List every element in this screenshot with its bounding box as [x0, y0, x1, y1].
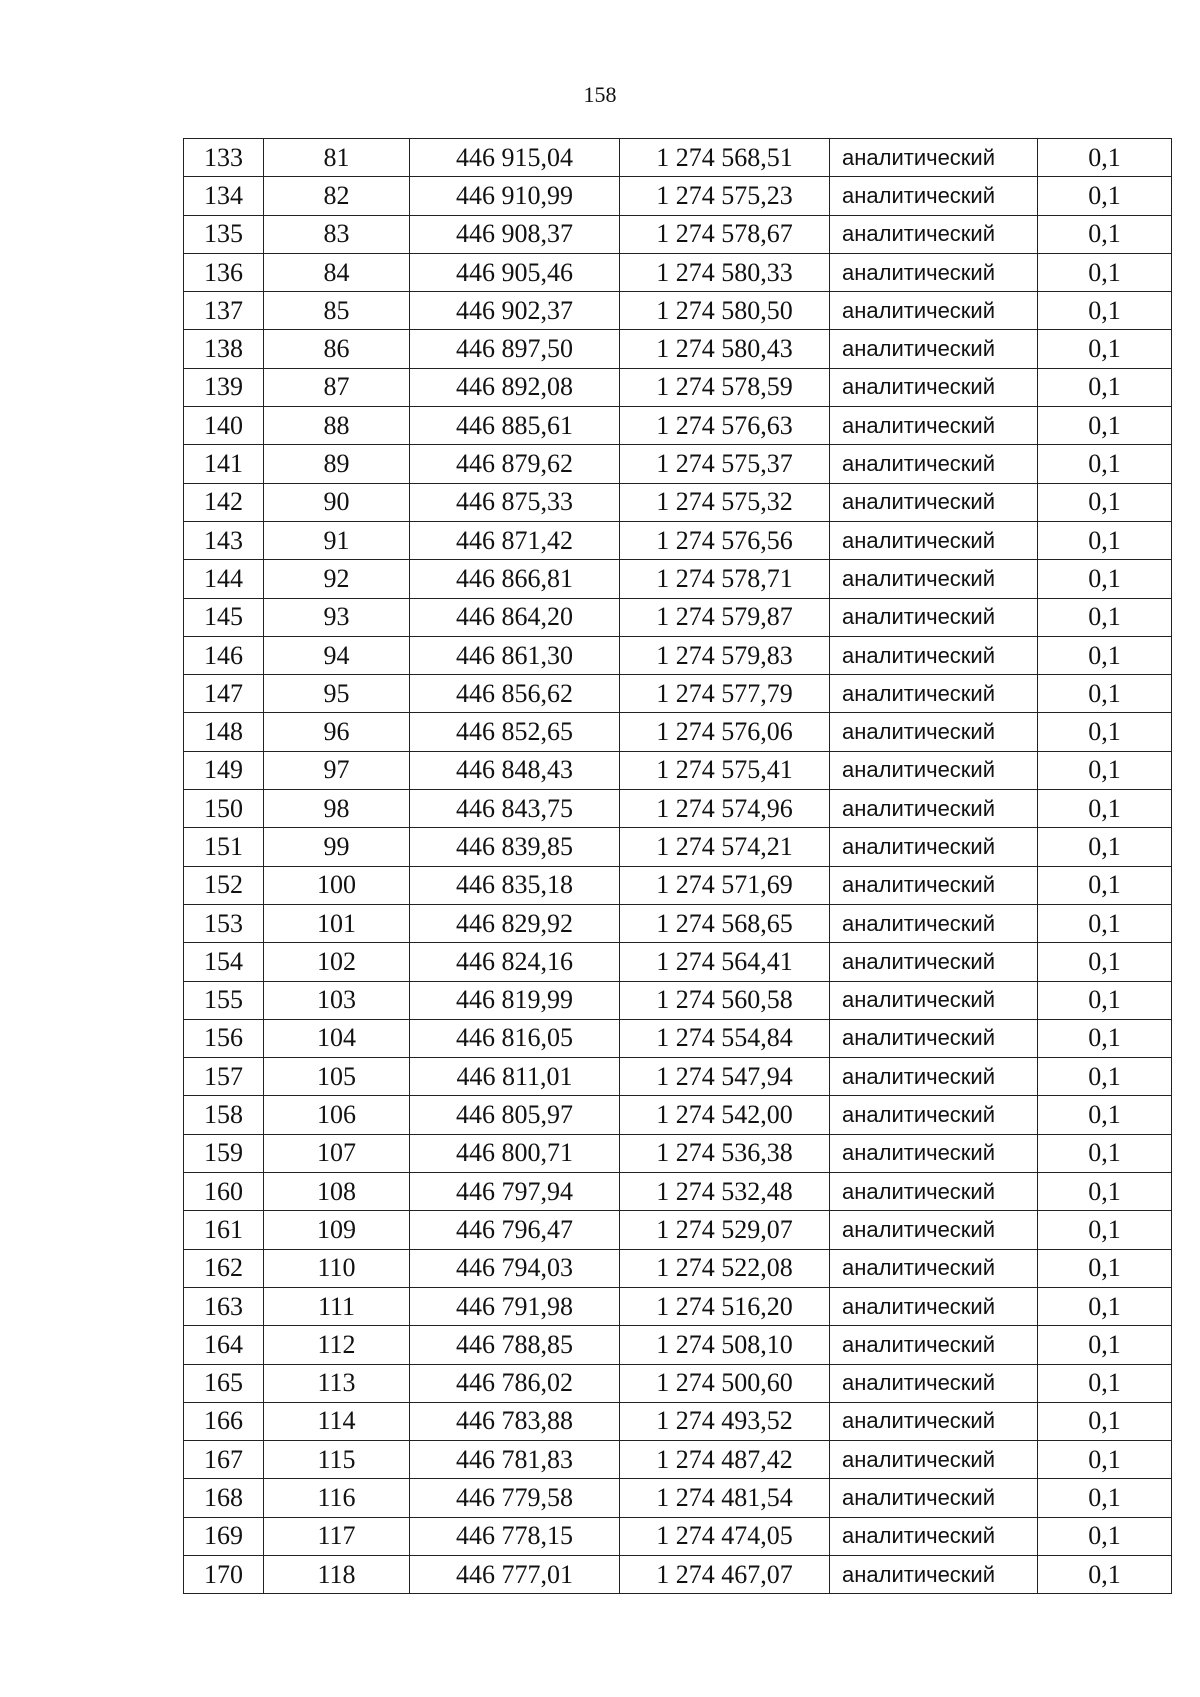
accuracy-cell: 0,1 [1038, 292, 1172, 330]
table-row [184, 790, 1172, 828]
point-number-cell: 109 [264, 1211, 410, 1249]
x-coordinate-cell: 446 866,81 [410, 560, 620, 598]
accuracy-cell: 0,1 [1038, 1517, 1172, 1555]
x-coordinate-cell: 446 811,01 [410, 1058, 620, 1096]
accuracy-cell: 0,1 [1038, 177, 1172, 215]
y-coordinate-cell: 1 274 560,58 [620, 981, 830, 1019]
x-coordinate-cell: 446 794,03 [410, 1249, 620, 1287]
row-number-cell: 136 [184, 253, 264, 291]
method-cell: аналитический [830, 1479, 1038, 1517]
point-number-cell: 97 [264, 751, 410, 789]
row-number-cell: 145 [184, 598, 264, 636]
accuracy-cell: 0,1 [1038, 713, 1172, 751]
point-number-cell: 87 [264, 368, 410, 406]
accuracy-cell: 0,1 [1038, 1096, 1172, 1134]
accuracy-cell: 0,1 [1038, 1402, 1172, 1440]
accuracy-cell: 0,1 [1038, 981, 1172, 1019]
table-row [184, 253, 1172, 291]
accuracy-cell: 0,1 [1038, 751, 1172, 789]
x-coordinate-cell: 446 905,46 [410, 253, 620, 291]
table-row [184, 483, 1172, 521]
method-cell: аналитический [830, 636, 1038, 674]
row-number-cell: 162 [184, 1249, 264, 1287]
accuracy-cell: 0,1 [1038, 483, 1172, 521]
table-row [184, 1441, 1172, 1479]
table-row [184, 407, 1172, 445]
x-coordinate-cell: 446 848,43 [410, 751, 620, 789]
x-coordinate-cell: 446 800,71 [410, 1134, 620, 1172]
point-number-cell: 99 [264, 828, 410, 866]
table-row [184, 943, 1172, 981]
table-row [184, 1517, 1172, 1555]
table-row [184, 521, 1172, 559]
x-coordinate-cell: 446 796,47 [410, 1211, 620, 1249]
table-row [184, 177, 1172, 215]
point-number-cell: 103 [264, 981, 410, 1019]
point-number-cell: 105 [264, 1058, 410, 1096]
row-number-cell: 152 [184, 866, 264, 904]
point-number-cell: 101 [264, 904, 410, 942]
x-coordinate-cell: 446 819,99 [410, 981, 620, 1019]
table-row [184, 828, 1172, 866]
point-number-cell: 81 [264, 139, 410, 177]
row-number-cell: 134 [184, 177, 264, 215]
y-coordinate-cell: 1 274 580,33 [620, 253, 830, 291]
accuracy-cell: 0,1 [1038, 943, 1172, 981]
x-coordinate-cell: 446 786,02 [410, 1364, 620, 1402]
table-row [184, 445, 1172, 483]
row-number-cell: 153 [184, 904, 264, 942]
y-coordinate-cell: 1 274 580,43 [620, 330, 830, 368]
method-cell: аналитический [830, 253, 1038, 291]
accuracy-cell: 0,1 [1038, 1134, 1172, 1172]
x-coordinate-cell: 446 824,16 [410, 943, 620, 981]
y-coordinate-cell: 1 274 522,08 [620, 1249, 830, 1287]
table-row [184, 1211, 1172, 1249]
row-number-cell: 137 [184, 292, 264, 330]
y-coordinate-cell: 1 274 579,83 [620, 636, 830, 674]
method-cell: аналитический [830, 1134, 1038, 1172]
table-row [184, 1555, 1172, 1593]
y-coordinate-cell: 1 274 532,48 [620, 1173, 830, 1211]
row-number-cell: 138 [184, 330, 264, 368]
y-coordinate-cell: 1 274 575,23 [620, 177, 830, 215]
accuracy-cell: 0,1 [1038, 790, 1172, 828]
method-cell: аналитический [830, 1326, 1038, 1364]
point-number-cell: 86 [264, 330, 410, 368]
y-coordinate-cell: 1 274 529,07 [620, 1211, 830, 1249]
coordinates-table [183, 138, 1172, 1594]
y-coordinate-cell: 1 274 578,67 [620, 215, 830, 253]
x-coordinate-cell: 446 897,50 [410, 330, 620, 368]
table-row [184, 1326, 1172, 1364]
y-coordinate-cell: 1 274 554,84 [620, 1019, 830, 1057]
method-cell: аналитический [830, 1058, 1038, 1096]
accuracy-cell: 0,1 [1038, 253, 1172, 291]
point-number-cell: 93 [264, 598, 410, 636]
row-number-cell: 135 [184, 215, 264, 253]
y-coordinate-cell: 1 274 571,69 [620, 866, 830, 904]
method-cell: аналитический [830, 1364, 1038, 1402]
x-coordinate-cell: 446 839,85 [410, 828, 620, 866]
point-number-cell: 85 [264, 292, 410, 330]
row-number-cell: 147 [184, 675, 264, 713]
point-number-cell: 90 [264, 483, 410, 521]
table-row [184, 292, 1172, 330]
accuracy-cell: 0,1 [1038, 1058, 1172, 1096]
point-number-cell: 98 [264, 790, 410, 828]
point-number-cell: 106 [264, 1096, 410, 1134]
method-cell: аналитический [830, 1019, 1038, 1057]
y-coordinate-cell: 1 274 474,05 [620, 1517, 830, 1555]
row-number-cell: 133 [184, 139, 264, 177]
table-row [184, 1402, 1172, 1440]
row-number-cell: 151 [184, 828, 264, 866]
x-coordinate-cell: 446 864,20 [410, 598, 620, 636]
accuracy-cell: 0,1 [1038, 1173, 1172, 1211]
method-cell: аналитический [830, 866, 1038, 904]
table-row [184, 139, 1172, 177]
y-coordinate-cell: 1 274 575,37 [620, 445, 830, 483]
method-cell: аналитический [830, 368, 1038, 406]
y-coordinate-cell: 1 274 536,38 [620, 1134, 830, 1172]
point-number-cell: 117 [264, 1517, 410, 1555]
accuracy-cell: 0,1 [1038, 521, 1172, 559]
point-number-cell: 91 [264, 521, 410, 559]
row-number-cell: 155 [184, 981, 264, 1019]
x-coordinate-cell: 446 875,33 [410, 483, 620, 521]
method-cell: аналитический [830, 1441, 1038, 1479]
point-number-cell: 108 [264, 1173, 410, 1211]
method-cell: аналитический [830, 943, 1038, 981]
point-number-cell: 102 [264, 943, 410, 981]
method-cell: аналитический [830, 1402, 1038, 1440]
x-coordinate-cell: 446 805,97 [410, 1096, 620, 1134]
method-cell: аналитический [830, 330, 1038, 368]
table-row [184, 560, 1172, 598]
row-number-cell: 165 [184, 1364, 264, 1402]
table-row [184, 1019, 1172, 1057]
x-coordinate-cell: 446 915,04 [410, 139, 620, 177]
point-number-cell: 84 [264, 253, 410, 291]
x-coordinate-cell: 446 856,62 [410, 675, 620, 713]
accuracy-cell: 0,1 [1038, 1326, 1172, 1364]
accuracy-cell: 0,1 [1038, 1019, 1172, 1057]
y-coordinate-cell: 1 274 467,07 [620, 1555, 830, 1593]
row-number-cell: 150 [184, 790, 264, 828]
accuracy-cell: 0,1 [1038, 1555, 1172, 1593]
point-number-cell: 92 [264, 560, 410, 598]
row-number-cell: 142 [184, 483, 264, 521]
x-coordinate-cell: 446 835,18 [410, 866, 620, 904]
method-cell: аналитический [830, 292, 1038, 330]
y-coordinate-cell: 1 274 574,96 [620, 790, 830, 828]
x-coordinate-cell: 446 777,01 [410, 1555, 620, 1593]
x-coordinate-cell: 446 910,99 [410, 177, 620, 215]
point-number-cell: 116 [264, 1479, 410, 1517]
row-number-cell: 168 [184, 1479, 264, 1517]
accuracy-cell: 0,1 [1038, 598, 1172, 636]
y-coordinate-cell: 1 274 516,20 [620, 1287, 830, 1325]
x-coordinate-cell: 446 778,15 [410, 1517, 620, 1555]
point-number-cell: 82 [264, 177, 410, 215]
y-coordinate-cell: 1 274 508,10 [620, 1326, 830, 1364]
row-number-cell: 156 [184, 1019, 264, 1057]
row-number-cell: 154 [184, 943, 264, 981]
method-cell: аналитический [830, 1555, 1038, 1593]
table-row [184, 636, 1172, 674]
accuracy-cell: 0,1 [1038, 368, 1172, 406]
accuracy-cell: 0,1 [1038, 1211, 1172, 1249]
y-coordinate-cell: 1 274 547,94 [620, 1058, 830, 1096]
method-cell: аналитический [830, 445, 1038, 483]
point-number-cell: 115 [264, 1441, 410, 1479]
accuracy-cell: 0,1 [1038, 1479, 1172, 1517]
accuracy-cell: 0,1 [1038, 1287, 1172, 1325]
row-number-cell: 163 [184, 1287, 264, 1325]
y-coordinate-cell: 1 274 575,32 [620, 483, 830, 521]
x-coordinate-cell: 446 861,30 [410, 636, 620, 674]
point-number-cell: 100 [264, 866, 410, 904]
x-coordinate-cell: 446 829,92 [410, 904, 620, 942]
table-row [184, 713, 1172, 751]
page-number: 158 [583, 82, 617, 107]
point-number-cell: 113 [264, 1364, 410, 1402]
row-number-cell: 140 [184, 407, 264, 445]
point-number-cell: 111 [264, 1287, 410, 1325]
x-coordinate-cell: 446 885,61 [410, 407, 620, 445]
y-coordinate-cell: 1 274 576,63 [620, 407, 830, 445]
row-number-cell: 160 [184, 1173, 264, 1211]
accuracy-cell: 0,1 [1038, 330, 1172, 368]
y-coordinate-cell: 1 274 576,06 [620, 713, 830, 751]
y-coordinate-cell: 1 274 481,54 [620, 1479, 830, 1517]
point-number-cell: 104 [264, 1019, 410, 1057]
table-row [184, 981, 1172, 1019]
point-number-cell: 96 [264, 713, 410, 751]
row-number-cell: 166 [184, 1402, 264, 1440]
y-coordinate-cell: 1 274 493,52 [620, 1402, 830, 1440]
accuracy-cell: 0,1 [1038, 139, 1172, 177]
method-cell: аналитический [830, 981, 1038, 1019]
accuracy-cell: 0,1 [1038, 407, 1172, 445]
point-number-cell: 118 [264, 1555, 410, 1593]
method-cell: аналитический [830, 1096, 1038, 1134]
accuracy-cell: 0,1 [1038, 1364, 1172, 1402]
method-cell: аналитический [830, 1287, 1038, 1325]
accuracy-cell: 0,1 [1038, 560, 1172, 598]
y-coordinate-cell: 1 274 568,65 [620, 904, 830, 942]
y-coordinate-cell: 1 274 564,41 [620, 943, 830, 981]
method-cell: аналитический [830, 407, 1038, 445]
method-cell: аналитический [830, 828, 1038, 866]
table-row [184, 368, 1172, 406]
method-cell: аналитический [830, 713, 1038, 751]
accuracy-cell: 0,1 [1038, 636, 1172, 674]
method-cell: аналитический [830, 1517, 1038, 1555]
y-coordinate-cell: 1 274 574,21 [620, 828, 830, 866]
x-coordinate-cell: 446 788,85 [410, 1326, 620, 1364]
accuracy-cell: 0,1 [1038, 904, 1172, 942]
x-coordinate-cell: 446 892,08 [410, 368, 620, 406]
row-number-cell: 169 [184, 1517, 264, 1555]
table-row [184, 1364, 1172, 1402]
table-row [184, 1479, 1172, 1517]
x-coordinate-cell: 446 908,37 [410, 215, 620, 253]
row-number-cell: 164 [184, 1326, 264, 1364]
point-number-cell: 112 [264, 1326, 410, 1364]
table-row [184, 598, 1172, 636]
method-cell: аналитический [830, 483, 1038, 521]
accuracy-cell: 0,1 [1038, 1249, 1172, 1287]
y-coordinate-cell: 1 274 577,79 [620, 675, 830, 713]
point-number-cell: 107 [264, 1134, 410, 1172]
y-coordinate-cell: 1 274 500,60 [620, 1364, 830, 1402]
y-coordinate-cell: 1 274 578,59 [620, 368, 830, 406]
method-cell: аналитический [830, 139, 1038, 177]
y-coordinate-cell: 1 274 579,87 [620, 598, 830, 636]
y-coordinate-cell: 1 274 580,50 [620, 292, 830, 330]
table-row [184, 1058, 1172, 1096]
point-number-cell: 89 [264, 445, 410, 483]
y-coordinate-cell: 1 274 487,42 [620, 1441, 830, 1479]
table-row [184, 675, 1172, 713]
accuracy-cell: 0,1 [1038, 215, 1172, 253]
row-number-cell: 148 [184, 713, 264, 751]
point-number-cell: 110 [264, 1249, 410, 1287]
table-row [184, 1096, 1172, 1134]
accuracy-cell: 0,1 [1038, 675, 1172, 713]
y-coordinate-cell: 1 274 575,41 [620, 751, 830, 789]
method-cell: аналитический [830, 598, 1038, 636]
table-row [184, 1173, 1172, 1211]
point-number-cell: 88 [264, 407, 410, 445]
method-cell: аналитический [830, 560, 1038, 598]
table-row [184, 1134, 1172, 1172]
point-number-cell: 95 [264, 675, 410, 713]
row-number-cell: 143 [184, 521, 264, 559]
method-cell: аналитический [830, 904, 1038, 942]
x-coordinate-cell: 446 779,58 [410, 1479, 620, 1517]
method-cell: аналитический [830, 1249, 1038, 1287]
method-cell: аналитический [830, 1173, 1038, 1211]
method-cell: аналитический [830, 751, 1038, 789]
accuracy-cell: 0,1 [1038, 1441, 1172, 1479]
x-coordinate-cell: 446 871,42 [410, 521, 620, 559]
row-number-cell: 167 [184, 1441, 264, 1479]
table-row [184, 751, 1172, 789]
method-cell: аналитический [830, 790, 1038, 828]
method-cell: аналитический [830, 177, 1038, 215]
x-coordinate-cell: 446 791,98 [410, 1287, 620, 1325]
row-number-cell: 170 [184, 1555, 264, 1593]
row-number-cell: 157 [184, 1058, 264, 1096]
x-coordinate-cell: 446 843,75 [410, 790, 620, 828]
method-cell: аналитический [830, 215, 1038, 253]
method-cell: аналитический [830, 675, 1038, 713]
row-number-cell: 139 [184, 368, 264, 406]
x-coordinate-cell: 446 797,94 [410, 1173, 620, 1211]
y-coordinate-cell: 1 274 568,51 [620, 139, 830, 177]
accuracy-cell: 0,1 [1038, 828, 1172, 866]
row-number-cell: 146 [184, 636, 264, 674]
row-number-cell: 149 [184, 751, 264, 789]
row-number-cell: 158 [184, 1096, 264, 1134]
table-row [184, 215, 1172, 253]
table-body [184, 139, 1172, 1594]
row-number-cell: 159 [184, 1134, 264, 1172]
x-coordinate-cell: 446 902,37 [410, 292, 620, 330]
x-coordinate-cell: 446 816,05 [410, 1019, 620, 1057]
y-coordinate-cell: 1 274 578,71 [620, 560, 830, 598]
point-number-cell: 114 [264, 1402, 410, 1440]
row-number-cell: 144 [184, 560, 264, 598]
table-row [184, 330, 1172, 368]
row-number-cell: 141 [184, 445, 264, 483]
table-row [184, 904, 1172, 942]
accuracy-cell: 0,1 [1038, 866, 1172, 904]
y-coordinate-cell: 1 274 542,00 [620, 1096, 830, 1134]
y-coordinate-cell: 1 274 576,56 [620, 521, 830, 559]
point-number-cell: 94 [264, 636, 410, 674]
table-row [184, 1287, 1172, 1325]
x-coordinate-cell: 446 783,88 [410, 1402, 620, 1440]
x-coordinate-cell: 446 781,83 [410, 1441, 620, 1479]
x-coordinate-cell: 446 852,65 [410, 713, 620, 751]
accuracy-cell: 0,1 [1038, 445, 1172, 483]
table-row [184, 866, 1172, 904]
method-cell: аналитический [830, 1211, 1038, 1249]
point-number-cell: 83 [264, 215, 410, 253]
table-row [184, 1249, 1172, 1287]
method-cell: аналитический [830, 521, 1038, 559]
row-number-cell: 161 [184, 1211, 264, 1249]
x-coordinate-cell: 446 879,62 [410, 445, 620, 483]
